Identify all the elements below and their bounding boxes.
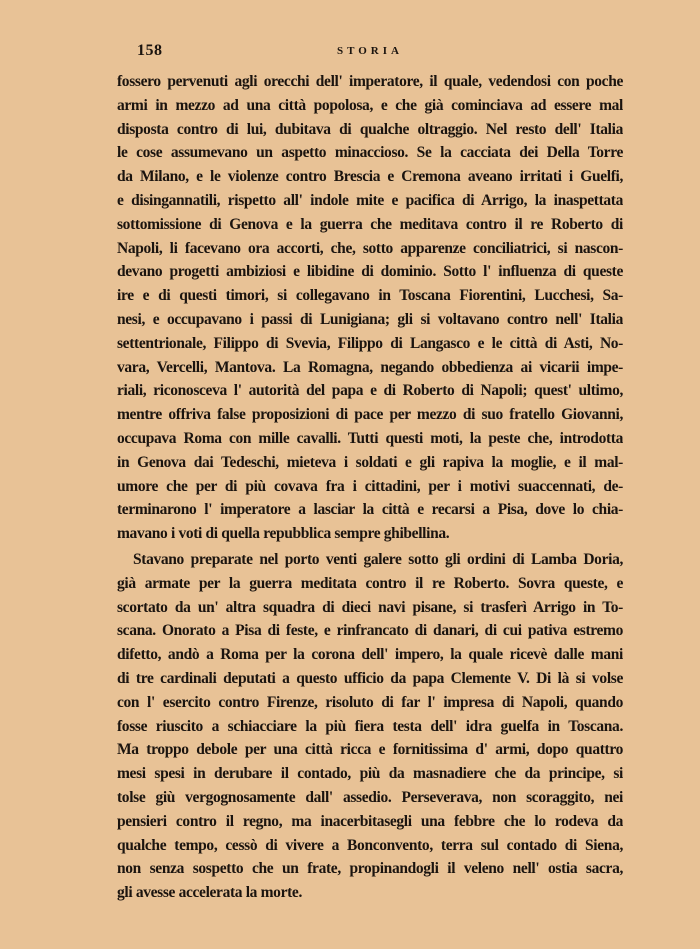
text-line: qualche tempo, cessò di vivere a Bonconvento, terra sul contado di Siena,	[117, 836, 623, 854]
text-line: fossero pervenuti agli orecchi dell' imperatore, il quale, vedendosi con poche	[117, 73, 623, 90]
text-line: mavano i voti di quella repubblica sempre ghibellina.	[117, 525, 450, 543]
text-line: umore che per di più covava fra i cittadini, per i motivi suaccennati, de-	[117, 477, 623, 495]
text-line: pensieri contro il regno, ma inacerbitasegli una febbre che lo rodeva da	[117, 812, 623, 830]
text-line: già armate per la guerra meditata contro il re Roberto. Sovra queste, e	[117, 574, 623, 592]
text-line: in Genova dai Tedeschi, mieteva i soldati e gli rapiva la moglie, e il mal-	[117, 453, 623, 471]
paragraph	[117, 70, 623, 546]
text-line: Napoli, li facevano ora accorti, che, sotto apparenze conciliatrici, si nascon-	[117, 239, 623, 257]
text-line: devano progetti ambiziosi e libidine di dominio. Sotto l' influenza di queste	[117, 263, 623, 281]
text-line: mesi spesi in derubare il contado, più da masnadiere che da principe, si	[117, 765, 623, 783]
text-line: vara, Vercelli, Mantova. La Romagna, negando obbedienza ai vicarii impe-	[117, 358, 623, 376]
text-line: gli avesse accelerata la morte.	[117, 884, 302, 902]
text-line: difetto, andò a Roma per la corona dell' impero, la quale ricevè dalle mani	[117, 646, 623, 664]
page-header	[117, 42, 623, 62]
running-head: STORIA	[337, 45, 403, 57]
text-line: mentre offriva false proposizioni di pace per mezzo di suo fratello Giovanni,	[117, 406, 623, 424]
text-line: disposta contro di lui, dubitava di qualche oltraggio. Nel resto dell' Italia	[117, 120, 623, 138]
text-line: scana. Onorato a Pisa di feste, e rinfrancato di danari, di cui pativa estremo	[117, 622, 623, 640]
text-line: con l' esercito contro Firenze, risoluto di far l' impresa di Napoli, quando	[117, 693, 623, 711]
text-line: e disingannatili, rispetto all' indole mite e pacifica di Arrigo, la inaspettata	[117, 191, 623, 209]
text-line: tolse giù vergognosamente dall' assedio. Perseverava, non scoraggito, nei	[117, 788, 623, 806]
text-line: armi in mezzo ad una città popolosa, e che già cominciava ad essere mal	[117, 96, 623, 114]
text-line: le cose assumevano un aspetto minaccioso. Se la cacciata dei Della Torre	[117, 144, 623, 162]
text-line: occupava Roma con mille cavalli. Tutti questi moti, la peste che, introdotta	[117, 429, 623, 447]
text-line: Ma troppo debole per una città ricca e fornitissima d' armi, dopo quattro	[117, 741, 623, 759]
page-number: 158	[137, 42, 163, 59]
text-line: di tre cardinali deputati a questo ufficio da papa Clemente V. Di là si volse	[117, 669, 623, 687]
text-line: ire e di questi timori, si collegavano in Toscana Fiorentini, Lucchesi, Sa-	[117, 287, 623, 305]
text-line: scortato da un' altra squadra di dieci navi pisane, si trasferì Arrigo in To-	[117, 598, 623, 616]
body-text	[117, 70, 623, 905]
text-line: non senza sospetto che un frate, propinandogli il veleno nell' ostia sacra,	[117, 860, 623, 878]
paragraph	[117, 548, 623, 905]
text-line: settentrionale, Filippo di Svevia, Filippo di Langasco e le città di Asti, No-	[117, 334, 623, 352]
text-line: fosse riuscito a schiacciare la più fiera testa dell' idra guelfa in Toscana.	[117, 717, 623, 735]
text-line: nesi, e occupavano i passi di Lunigiana; gli si voltavano contro nell' Italia	[117, 310, 623, 328]
text-line: riali, riconosceva l' autorità del papa e di Roberto di Napoli; quest' ultimo,	[117, 382, 623, 400]
text-line: Stavano preparate nel porto venti galere sotto gli ordini di Lamba Doria,	[133, 550, 623, 568]
text-line: terminarono l' imperatore a lasciar la città e recarsi a Pisa, dove lo chia-	[117, 501, 623, 519]
text-line: sottomissione di Genova e la guerra che meditava contro il re Roberto di	[117, 215, 623, 233]
text-line: da Milano, e le violenze contro Brescia e Cremona aveano irritati i Guelfi,	[117, 168, 623, 186]
